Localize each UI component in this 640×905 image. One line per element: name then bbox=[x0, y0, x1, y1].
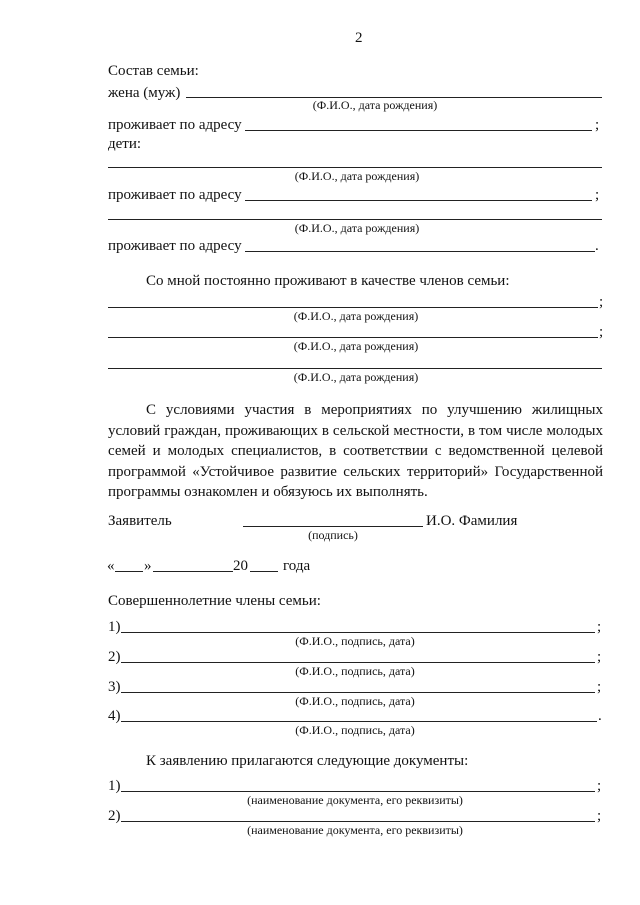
document-1-line[interactable] bbox=[121, 791, 595, 792]
child-1-address-label: проживает по адресу bbox=[108, 187, 242, 203]
signature-caption: (подпись) bbox=[308, 528, 358, 542]
date-close-quote: » bbox=[144, 558, 152, 574]
document-2-line[interactable] bbox=[121, 821, 595, 822]
adult-member-2-semicolon: ; bbox=[597, 649, 602, 665]
adult-member-1-line[interactable] bbox=[121, 632, 595, 633]
child-1-fio-line[interactable] bbox=[108, 167, 602, 168]
adult-member-4-caption: (Ф.И.О., подпись, дата) bbox=[295, 723, 415, 737]
date-year-prefix: 20 bbox=[233, 558, 248, 574]
adult-members-heading: Совершеннолетние члены семьи: bbox=[108, 593, 321, 609]
document-1-semicolon: ; bbox=[597, 778, 602, 794]
child-1-address-semicolon: ; bbox=[595, 187, 600, 203]
document-2-semicolon: ; bbox=[597, 808, 602, 824]
child-2-address-label: проживает по адресу bbox=[108, 238, 242, 254]
child-2-fio-caption: (Ф.И.О., дата рождения) bbox=[294, 221, 420, 235]
applicant-name: И.О. Фамилия bbox=[426, 513, 518, 529]
document-2-caption: (наименование документа, его реквизиты) bbox=[247, 823, 463, 837]
children-label: дети: bbox=[108, 136, 142, 152]
adult-member-4-line[interactable] bbox=[121, 721, 597, 722]
documents-heading: К заявлению прилагаются следующие документы: bbox=[146, 753, 469, 769]
spouse-fio-caption: (Ф.И.О., дата рождения) bbox=[312, 98, 438, 112]
date-year-line[interactable] bbox=[250, 571, 278, 572]
cohabitant-2-caption: (Ф.И.О., дата рождения) bbox=[293, 339, 419, 353]
cohabitants-heading: Со мной постоянно проживают в качестве членов семьи: bbox=[146, 273, 510, 289]
cohabitant-1-caption: (Ф.И.О., дата рождения) bbox=[293, 309, 419, 323]
child-2-fio-line[interactable] bbox=[108, 219, 602, 220]
spouse-address-semicolon: ; bbox=[595, 117, 600, 133]
date-month-line[interactable] bbox=[153, 571, 233, 572]
applicant-label: Заявитель bbox=[108, 513, 172, 529]
date-year-word: года bbox=[283, 558, 311, 574]
adult-member-3-number: 3) bbox=[108, 679, 121, 695]
cohabitant-2-line[interactable] bbox=[108, 337, 598, 338]
cohabitant-1-semicolon: ; bbox=[599, 294, 604, 310]
cohabitant-2-semicolon: ; bbox=[599, 324, 604, 340]
family-heading: Состав семьи: bbox=[108, 63, 199, 79]
date-open-quote: « bbox=[107, 558, 115, 574]
cohabitant-3-line[interactable] bbox=[108, 368, 602, 369]
adult-member-4-period: . bbox=[598, 708, 602, 724]
child-1-fio-caption: (Ф.И.О., дата рождения) bbox=[294, 169, 420, 183]
spouse-address-line[interactable] bbox=[245, 130, 592, 131]
applicant-signature-line[interactable] bbox=[243, 526, 423, 527]
adult-member-2-line[interactable] bbox=[121, 662, 595, 663]
document-2-number: 2) bbox=[108, 808, 121, 824]
child-2-address-line[interactable] bbox=[245, 251, 595, 252]
adult-member-1-semicolon: ; bbox=[597, 619, 602, 635]
adult-member-2-caption: (Ф.И.О., подпись, дата) bbox=[295, 664, 415, 678]
adult-member-3-caption: (Ф.И.О., подпись, дата) bbox=[295, 694, 415, 708]
cohabitant-1-line[interactable] bbox=[108, 307, 598, 308]
document-1-caption: (наименование документа, его реквизиты) bbox=[247, 793, 463, 807]
spouse-label: жена (муж) bbox=[108, 85, 181, 101]
adult-member-2-number: 2) bbox=[108, 649, 121, 665]
spouse-address-label: проживает по адресу bbox=[108, 117, 242, 133]
date-day-line[interactable] bbox=[115, 571, 143, 572]
child-2-address-period: . bbox=[595, 238, 599, 254]
adult-member-4-number: 4) bbox=[108, 708, 121, 724]
adult-member-1-caption: (Ф.И.О., подпись, дата) bbox=[295, 634, 415, 648]
adult-member-1-number: 1) bbox=[108, 619, 121, 635]
document-1-number: 1) bbox=[108, 778, 121, 794]
child-1-address-line[interactable] bbox=[245, 200, 592, 201]
page-number: 2 bbox=[355, 30, 363, 46]
adult-member-3-semicolon: ; bbox=[597, 679, 602, 695]
consent-paragraph: С условиями участия в мероприятиях по улучшению жилищных условий граждан, проживающих в сельской местности, в том числе молодых семей и молодых специалистов, в соответствии с ведомственной целевой программой «Устойчивое развитие сельских территорий» Государственной программы ознакомлен и обязуюсь их выполнять. bbox=[108, 402, 603, 500]
adult-member-3-line[interactable] bbox=[121, 692, 595, 693]
cohabitant-3-caption: (Ф.И.О., дата рождения) bbox=[293, 370, 419, 384]
